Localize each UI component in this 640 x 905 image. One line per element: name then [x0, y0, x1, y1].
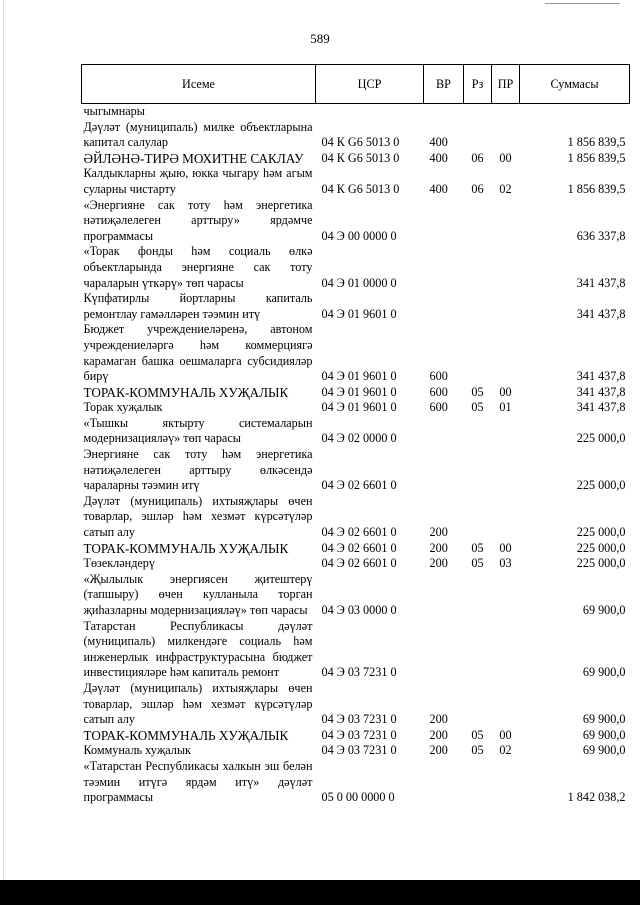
table-row — [82, 619, 630, 681]
page-number: 589 — [310, 31, 330, 46]
row-name: Дәүләт (муниципаль) ихтыяҗлары өчен товарлар, эшләр һәм хезмәт күрсәтүләр сатып алу — [83, 680, 313, 727]
header-csr: ЦСР — [316, 65, 424, 104]
table-row — [82, 447, 630, 494]
row-pr — [492, 244, 520, 291]
row-vr: 600 — [429, 400, 448, 415]
row-name: Бюджет учреждениеләренә, автоном учреждениеләргә һәм коммерциягә карамаган башка оешмаларга субсидияләр бирү — [83, 322, 313, 384]
row-pr — [492, 416, 520, 447]
row-rz: 05 — [471, 400, 484, 415]
row-pr — [492, 104, 520, 120]
row-rz: 05 — [471, 743, 484, 758]
row-csr: 04 К G6 5013 0 — [321, 150, 400, 165]
table-row — [82, 291, 630, 322]
row-csr: 04 К G6 5013 0 — [321, 181, 400, 196]
row-name: «Тышкы яктырту системаларын модернизацияләү» төп чарасы — [83, 415, 313, 446]
row-pr — [492, 681, 520, 728]
row-vr — [424, 244, 464, 291]
row-sum: 341 437,8 — [576, 369, 626, 384]
row-csr: 04 Э 01 0000 0 — [321, 275, 397, 290]
row-name: Дәүләт (муниципаль) милке объектларына капитал салулар — [83, 119, 313, 150]
row-csr: 04 К G6 5013 0 — [321, 135, 400, 150]
row-vr: 200 — [429, 712, 448, 727]
header-vr: ВР — [424, 65, 464, 104]
table-row — [82, 400, 630, 416]
budget-table — [81, 64, 630, 806]
row-name: Татарстан Республикасы дәүләт (муниципаль) милкендәге социаль һәм инженерлык инфраструктурасына бюджет инвестицияләре һәм капиталь ремонт — [83, 618, 313, 680]
row-vr: 200 — [429, 556, 448, 571]
row-rz — [464, 291, 492, 322]
row-rz — [464, 447, 492, 494]
row-sum: 1 856 839,5 — [567, 135, 626, 150]
table-row — [82, 151, 630, 167]
row-csr: 04 Э 03 7231 0 — [321, 665, 397, 680]
table-row — [82, 322, 630, 384]
row-pr — [492, 572, 520, 619]
row-pr — [492, 447, 520, 494]
row-rz — [464, 681, 492, 728]
table-row — [82, 120, 630, 151]
row-name: чыгымнары — [83, 104, 145, 118]
row-csr: 04 Э 01 9601 0 — [321, 369, 397, 384]
scan-edge-line — [3, 0, 4, 905]
table-body — [82, 104, 630, 806]
scan-edge-mark — [545, 3, 620, 4]
table-row — [82, 572, 630, 619]
row-name: Төзекләндерү — [83, 556, 155, 571]
row-pr — [492, 120, 520, 151]
row-name: «Җылылык энергиясен җитештерү (тапшыру) өчен кулланыла торган җиһазларны модернизацияләү» төп чарасы — [83, 571, 313, 617]
row-name: Калдыкларны җыю, юкка чыгару һәм агым суларны чистарту — [83, 166, 313, 196]
row-csr: 04 Э 03 7231 0 — [321, 743, 397, 758]
row-csr: 04 Э 00 0000 0 — [321, 228, 397, 243]
table-row — [82, 728, 630, 744]
row-rz — [464, 104, 492, 120]
row-sum: 69 900,0 — [582, 727, 626, 742]
row-name: Дәүләт (муниципаль) ихтыяҗлары өчен товарлар, эшләр һәм хезмәт күрсәтүләр сатып алу — [83, 493, 313, 540]
row-rz: 05 — [471, 540, 484, 555]
row-sum: 69 900,0 — [582, 712, 626, 727]
row-sum: 69 900,0 — [582, 743, 626, 758]
row-pr — [492, 291, 520, 322]
row-name: Энергияне сак тоту һәм энергетика нәтиҗәлелеген арттыру өлкәсендә чараларны тәэмин итү — [83, 447, 313, 493]
header-name: Исеме — [82, 65, 316, 104]
row-sum: 341 437,8 — [576, 275, 626, 290]
row-rz — [464, 494, 492, 541]
row-vr — [424, 572, 464, 619]
row-name: ӘЙЛӘНӘ-ТИРӘ МОХИТНЕ САКЛАУ — [83, 150, 304, 166]
row-sum: 225 000,0 — [576, 556, 626, 571]
row-pr — [492, 619, 520, 681]
scan-bottom-bar — [0, 880, 640, 905]
row-pr: 00 — [499, 384, 512, 399]
row-sum: 1 856 839,5 — [567, 181, 626, 196]
row-vr: 200 — [429, 525, 448, 540]
table-row — [82, 759, 630, 806]
row-csr: 04 Э 03 7231 0 — [321, 712, 397, 727]
row-rz — [464, 322, 492, 384]
row-rz — [464, 759, 492, 806]
table-row — [82, 166, 630, 197]
row-csr: 04 Э 02 6601 0 — [321, 478, 397, 493]
row-rz — [464, 120, 492, 151]
row-pr — [492, 759, 520, 806]
row-rz: 06 — [471, 150, 484, 165]
row-sum: 225 000,0 — [576, 525, 626, 540]
table-row — [82, 385, 630, 401]
row-csr: 04 Э 01 9601 0 — [321, 384, 397, 399]
table-row — [82, 416, 630, 447]
row-name: «Энергияне сак тоту һәм энергетика нәтиҗәлелеген арттыру» ярдәмче программасы — [83, 197, 313, 243]
row-pr — [492, 494, 520, 541]
row-name: Күпфатирлы йортларны капиталь ремонтлау гамәлләрен тәэмин итү — [83, 291, 313, 321]
row-vr: 400 — [429, 181, 448, 196]
row-csr: 04 Э 02 6601 0 — [321, 525, 397, 540]
table-row — [82, 244, 630, 291]
row-sum: 1 842 038,2 — [567, 790, 626, 805]
row-csr: 04 Э 03 7231 0 — [321, 727, 397, 742]
row-vr: 600 — [429, 384, 448, 399]
table-row — [82, 743, 630, 759]
row-vr: 200 — [429, 727, 448, 742]
row-csr — [316, 104, 424, 120]
table-row — [82, 494, 630, 541]
row-pr: 03 — [499, 556, 512, 571]
row-sum: 225 000,0 — [576, 478, 626, 493]
row-vr — [424, 447, 464, 494]
row-rz: 05 — [471, 727, 484, 742]
row-csr: 04 Э 02 6601 0 — [321, 540, 397, 555]
row-rz — [464, 572, 492, 619]
row-name: ТОРАК-КОММУНАЛЬ ХУҖАЛЫК — [83, 384, 289, 400]
row-vr: 400 — [429, 150, 448, 165]
row-sum: 69 900,0 — [582, 603, 626, 617]
table-header — [82, 65, 630, 104]
table-row — [82, 541, 630, 557]
header-pr: ПР — [492, 65, 520, 104]
row-sum: 69 900,0 — [582, 665, 626, 680]
row-vr: 600 — [429, 369, 448, 384]
row-csr: 04 Э 02 0000 0 — [321, 431, 397, 446]
row-vr — [424, 619, 464, 681]
table-row — [82, 681, 630, 728]
row-pr: 00 — [499, 150, 512, 165]
row-name: Торак хуҗалык — [83, 400, 163, 415]
row-vr — [424, 291, 464, 322]
row-name: «Торак фонды һәм социаль өлкә объектларында энергияне сак тоту чараларын үткәрү» төп чарасы — [83, 244, 313, 290]
row-vr — [424, 759, 464, 806]
row-pr: 02 — [499, 743, 512, 758]
row-csr: 04 Э 01 9601 0 — [321, 400, 397, 415]
row-rz — [464, 619, 492, 681]
row-csr: 05 0 00 0000 0 — [321, 790, 395, 805]
row-rz: 05 — [471, 556, 484, 571]
row-sum: 341 437,8 — [576, 400, 626, 415]
row-csr: 04 Э 01 9601 0 — [321, 306, 397, 321]
row-csr: 04 Э 03 0000 0 — [321, 603, 397, 617]
header-rz: Рз — [464, 65, 492, 104]
row-name: ТОРАК-КОММУНАЛЬ ХУҖАЛЫК — [83, 540, 289, 556]
row-rz — [464, 244, 492, 291]
row-vr: 200 — [429, 540, 448, 555]
row-csr: 04 Э 02 6601 0 — [321, 556, 397, 571]
row-sum: 341 437,8 — [576, 384, 626, 399]
row-sum: 341 437,8 — [576, 306, 626, 321]
row-rz: 05 — [471, 384, 484, 399]
row-pr — [492, 322, 520, 384]
header-sum: Суммасы — [520, 65, 630, 104]
table-row — [82, 104, 630, 120]
row-pr: 00 — [499, 540, 512, 555]
row-pr — [492, 198, 520, 245]
table-row — [82, 198, 630, 245]
row-sum: 636 337,8 — [576, 228, 626, 243]
row-name: ТОРАК-КОММУНАЛЬ ХУҖАЛЫК — [83, 727, 289, 743]
row-rz: 06 — [471, 181, 484, 196]
row-vr — [424, 104, 464, 120]
row-pr: 00 — [499, 727, 512, 742]
row-name: Коммуналь хуҗалык — [83, 743, 191, 758]
row-sum: 225 000,0 — [576, 431, 626, 446]
row-pr: 02 — [499, 181, 512, 196]
row-vr: 200 — [429, 743, 448, 758]
row-rz — [464, 198, 492, 245]
row-name: «Татарстан Республикасы халкын эш белән тәэмин итүгә ярдәм итү» дәүләт программасы — [83, 758, 313, 805]
row-sum: 1 856 839,5 — [567, 150, 626, 165]
row-sum — [520, 104, 630, 120]
row-pr: 01 — [499, 400, 512, 415]
row-vr: 400 — [429, 135, 448, 150]
row-vr — [424, 416, 464, 447]
row-sum: 225 000,0 — [576, 540, 626, 555]
row-rz — [464, 416, 492, 447]
table-row — [82, 556, 630, 572]
row-vr — [424, 198, 464, 245]
